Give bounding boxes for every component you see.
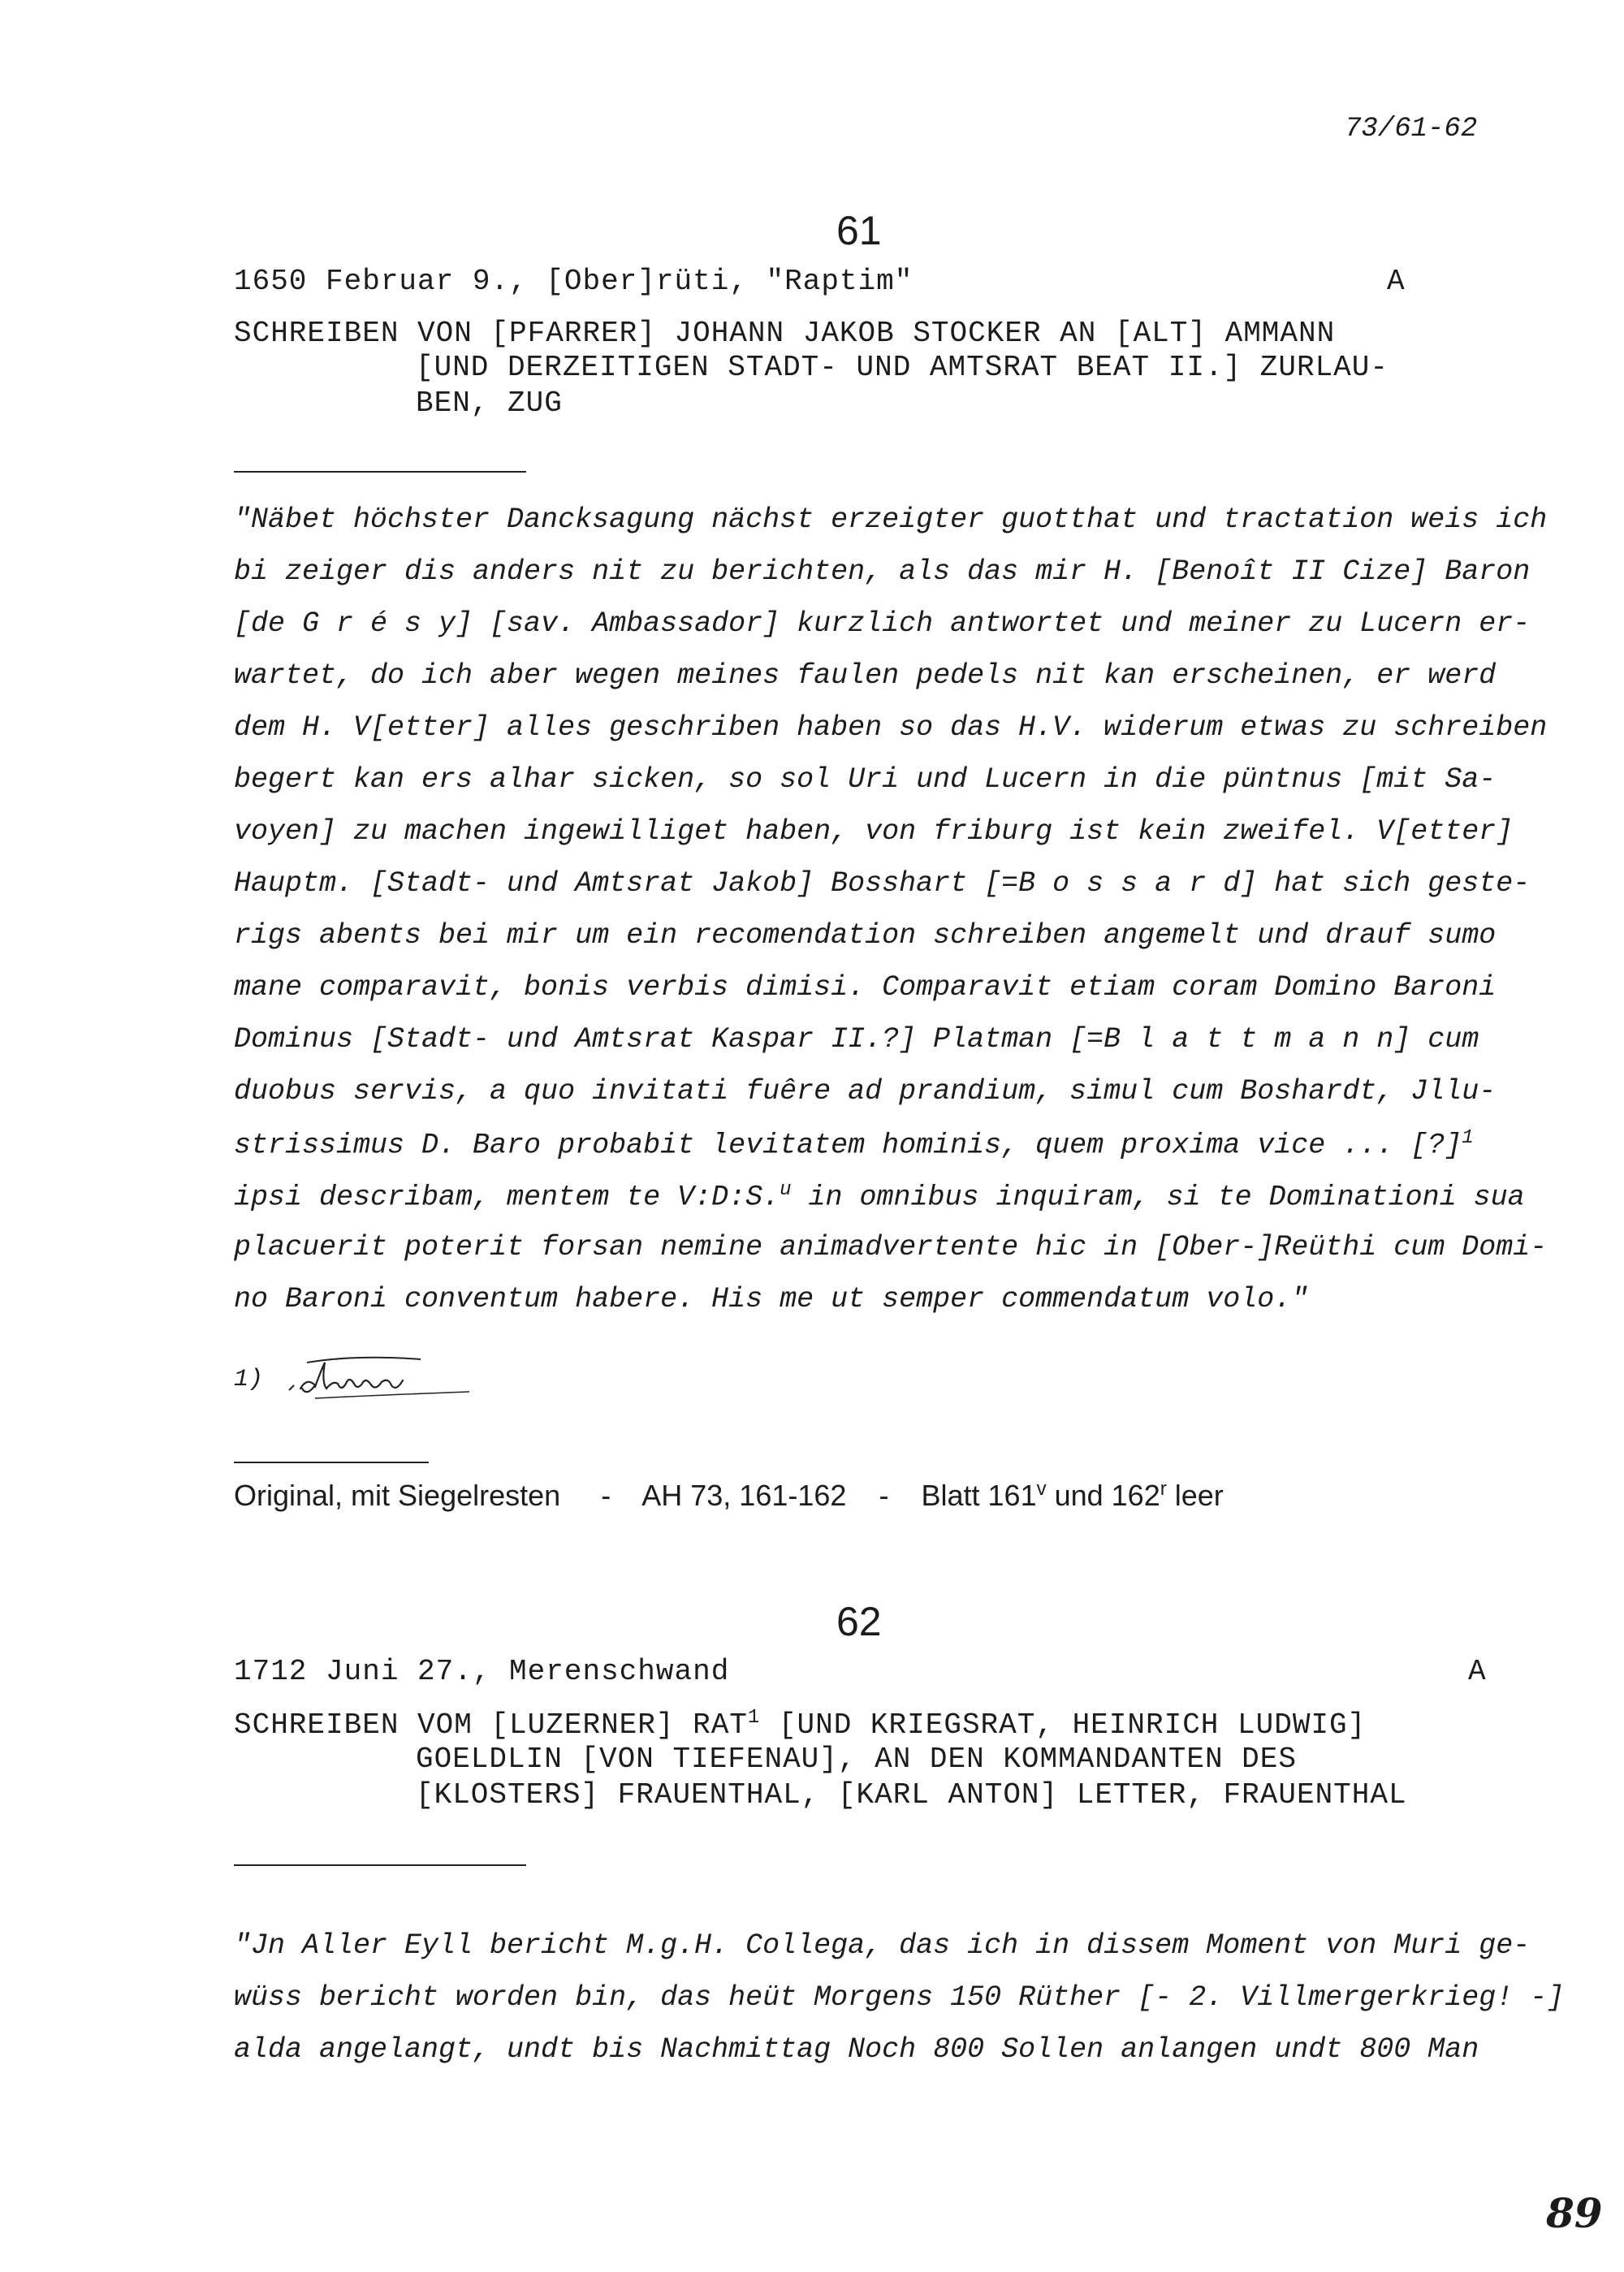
recto-marker: r [1160,1478,1167,1500]
document-heading-line: BEN, ZUG [416,387,563,420]
source-separator: - [879,1479,889,1512]
handwriting-sample-image [283,1348,477,1405]
heading-line-start: SCHREIBEN VOM [LUZERNER] RAT [234,1708,748,1742]
superscript-mark: u [780,1179,792,1201]
folio-mark: 89 [1546,2189,1603,2237]
document-heading-line: [KLOSTERS] FRAUENTHAL, [KARL ANTON] LETTER, FRAUENTHAL [416,1778,1407,1812]
page-reference: 73/61-62 [1345,114,1478,145]
text-line: Dominus [Stadt- und Amtsrat Kaspar II.?] Platman [=B l a t t m a n n] cum [234,1023,1479,1056]
text-line: [de G r é s y] [sav. Ambassador] kurzlich antwortet und meiner zu Lucern er- [234,607,1531,640]
section-divider [234,471,526,473]
document-heading-line: [UND DERZEITIGEN STADT- UND AMTSRAT BEAT II.] ZURLAU- [416,351,1389,384]
source-original: Original, mit Siegelresten [234,1479,561,1512]
footnote-marker: 1 [1462,1127,1474,1149]
folio-note-and: und 162 [1046,1479,1160,1512]
text-line: no Baroni conventum habere. His me ut semper commendatum volo." [234,1283,1309,1315]
text-line: "Jn Aller Eyll bericht M.g.H. Collega, das ich in dissem Moment von Muri ge- [234,1929,1531,1962]
text-line: duobus servis, a quo invitati fuêre ad prandium, simul cum Boshardt, Jllu- [234,1075,1497,1108]
footnote-marker: 1 [747,1707,761,1729]
text-line: wartet, do ich aber wegen meines faulen pedels nit kan erscheinen, er werd [234,659,1497,692]
document-date-place: 1712 Juni 27., Merenschwand [234,1655,730,1688]
text-line [234,1127,1474,1162]
text-line: "Näbet höchster Dancksagung nächst erzeigter guotthat und tractation weis ich [234,503,1548,536]
source-separator: - [601,1479,611,1512]
document-class-letter: A [1387,265,1406,298]
document-heading-line: SCHREIBEN VON [PFARRER] JOHANN JAKOB STOCKER AN [ALT] AMMANN [234,317,1336,350]
text-line: placuerit poterit forsan nemine animadvertente hic in [Ober-]Reüthi cum Domi- [234,1231,1548,1263]
document-number-62: 62 [836,1599,882,1644]
folio-note-empty: leer [1166,1479,1224,1512]
text-line-body: strissimus D. Baro probabit levitatem hominis, quem proxima vice ... [?] [234,1129,1462,1162]
footnote [234,1315,494,1393]
text-line: alda angelangt, undt bis Nachmittag Noch 800 Sollen anlangen undt 800 Man [234,2033,1479,2066]
text-line: mane comparavit, bonis verbis dimisi. Comparavit etiam coram Domino Baroni [234,971,1497,1004]
text-line: begert kan ers alhar sicken, so sol Uri und Lucern in die püntnus [mit Sa- [234,763,1497,796]
text-line [234,1179,1525,1214]
text-line: dem H. V[etter] alles geschriben haben so das H.V. widerum etwas zu schreiben [234,711,1548,744]
section-divider [234,1864,526,1866]
document-heading-line: GOELDLIN [VON TIEFENAU], AN DEN KOMMANDANTEN DES [416,1743,1297,1776]
document-date-place: 1650 Februar 9., [Ober]rüti, "Raptim" [234,265,914,298]
text-line: rigs abents bei mir um ein recomendation schreiben angemelt und drauf sumo [234,919,1497,952]
text-line: voyen] zu machen ingewilliget haben, von friburg ist kein zweifel. V[etter] [234,815,1514,848]
footnote-label: 1) [234,1366,264,1393]
text-line: bi zeiger dis anders nit zu berichten, als das mir H. [Benoît II Cize] Baron [234,555,1531,588]
verso-marker: v [1036,1478,1047,1500]
folio-note: Blatt 161 [921,1479,1037,1512]
text-line: Hauptm. [Stadt- und Amtsrat Jakob] Bosshart [=B o s s a r d] hat sich geste- [234,867,1531,900]
source-note [234,1478,1224,1513]
text-line: wüss bericht worden bin, das heüt Morgens 150 Rüther [- 2. Villmergerkrieg! -] [234,1981,1565,2014]
document-class-letter: A [1468,1655,1487,1688]
document-number-61: 61 [836,208,882,253]
text-line-continuation: in omnibus inquiram, si te Dominationi sua [791,1181,1525,1214]
document-heading-line [234,1707,1366,1742]
text-line-body: ipsi describam, mentem te V:D:S. [234,1181,780,1214]
section-divider [234,1462,429,1463]
heading-line-rest: [UND KRIEGSRAT, HEINRICH LUDWIG] [760,1708,1367,1742]
archive-reference: AH 73, 161-162 [641,1479,847,1512]
